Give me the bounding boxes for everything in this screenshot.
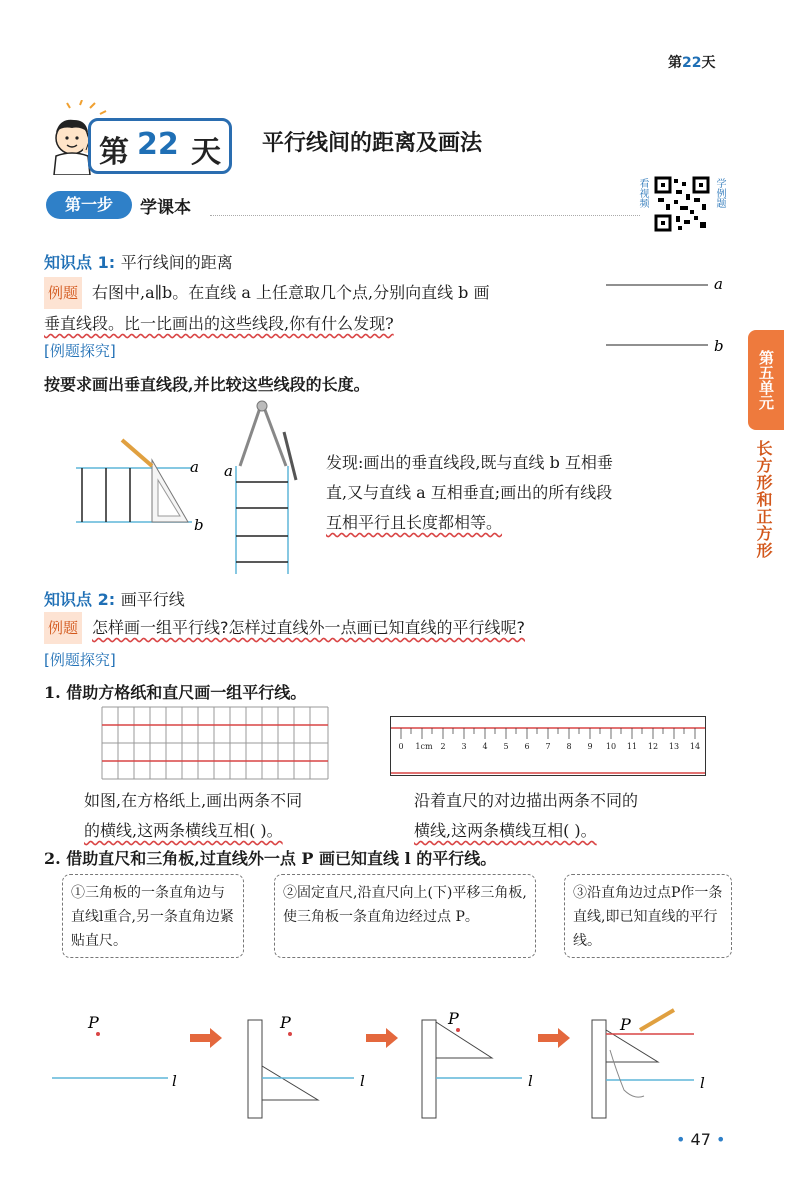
step-pill: 第一步 <box>46 191 132 219</box>
grid-caption: 如图,在方格纸上,画出两条不同 的横线,这两条横线互相( )。 <box>84 791 303 840</box>
fig2-a-label: a <box>224 462 233 480</box>
kp2-heading: 知识点 2: 画平行线 <box>44 590 185 609</box>
ruler-tick: 5 <box>503 742 509 751</box>
line-b-label: b <box>714 337 724 353</box>
kp1-probe: [例题探究] <box>44 342 116 360</box>
kp1-instruction: 按要求画出垂直线段,并比较这些线段的长度。 <box>44 375 370 394</box>
kp1-heading: 知识点 1: 平行线间的距离 <box>44 253 233 272</box>
kp2-step2: 2. 借助直尺和三角板,过直线外一点 P 画已知直线 l 的平行线。 <box>44 849 497 868</box>
ruler-tick: 11 <box>626 742 638 751</box>
page-number: • 47 • <box>676 1130 726 1149</box>
fig1-a-label: a <box>190 458 199 476</box>
day-tag: 第22天 <box>668 55 716 71</box>
line-l-label: l <box>528 1072 533 1090</box>
line-a-label: a <box>714 275 723 293</box>
line-l-label: l <box>360 1072 365 1090</box>
kp2-probe: [例题探究] <box>44 651 116 669</box>
unit-tab[interactable]: 第五单元 <box>748 330 784 430</box>
ruler-tick: 2 <box>440 742 446 751</box>
step-box-1: ①三角板的一条直角边与直线l重合,另一条直角边紧贴直尺。 <box>62 874 244 958</box>
kp1-finding: 发现:画出的垂直线段,既与直线 b 互相垂 直,又与直线 a 互相垂直;画出的所有线段 互相平行且长度都相等。 <box>326 453 613 532</box>
compass-figure <box>222 396 312 580</box>
perpendicular-figure <box>72 436 222 540</box>
day-badge: 第 22 天 <box>88 118 232 174</box>
grid-paper <box>100 705 332 785</box>
ruler-tick: 9 <box>587 742 593 751</box>
ruler-tick: 10 <box>605 742 617 751</box>
point-p-label: P <box>620 1015 631 1034</box>
ruler-tick: 0 <box>398 742 404 751</box>
ruler-tick: 7 <box>545 742 551 751</box>
kp2-step1: 1. 借助方格纸和直尺画一组平行线。 <box>44 683 307 702</box>
ruler-tick: 12 <box>647 742 659 751</box>
parallel-lines-figure <box>604 273 724 357</box>
step-box-3: ③沿直角边过点P作一条直线,即已知直线的平行线。 <box>564 874 732 958</box>
kp1-example: 例题 右图中,a∥b。在直线 a 上任意取几个点,分别向直线 b 画 垂直线段。比一比画出的这些线段,你有什么发现? <box>44 277 604 339</box>
ruler-tick: 1cm <box>415 742 433 751</box>
step-box-2: ②固定直尺,沿直尺向上(下)平移三角板,使三角板一条直角边经过点 P。 <box>274 874 536 958</box>
divider <box>210 215 640 216</box>
ruler-tick: 4 <box>482 742 488 751</box>
ruler-caption: 沿着直尺的对边描出两条不同的 横线,这两条横线互相( )。 <box>414 791 639 840</box>
fig1-b-label: b <box>194 516 204 534</box>
ruler-tick: 8 <box>566 742 572 751</box>
chapter-label: 长方形和正方形 <box>754 440 773 559</box>
kp2-example: 例题 怎样画一组平行线?怎样过直线外一点画已知直线的平行线呢? <box>44 612 744 644</box>
example-tag: 例题 <box>44 277 82 309</box>
point-p-label: P <box>88 1013 99 1032</box>
step-title: 学课本 <box>140 198 191 218</box>
qr-right-label: 学例题 <box>714 178 725 208</box>
qr-left-label: 看视频 <box>637 178 648 208</box>
ruler-tick: 13 <box>668 742 680 751</box>
parallel-steps-figure <box>44 1000 734 1134</box>
qr-code-icon[interactable] <box>654 176 710 236</box>
point-p-label: P <box>448 1009 459 1028</box>
page-title: 平行线间的距离及画法 <box>262 131 483 156</box>
example-tag: 例题 <box>44 612 82 644</box>
line-l-label: l <box>172 1072 177 1090</box>
ruler-tick: 14 <box>689 742 701 751</box>
ruler-tick: 3 <box>461 742 467 751</box>
ruler <box>390 716 706 776</box>
line-l-label: l <box>700 1074 705 1092</box>
point-p-label: P <box>280 1013 291 1032</box>
ruler-tick: 6 <box>524 742 530 751</box>
